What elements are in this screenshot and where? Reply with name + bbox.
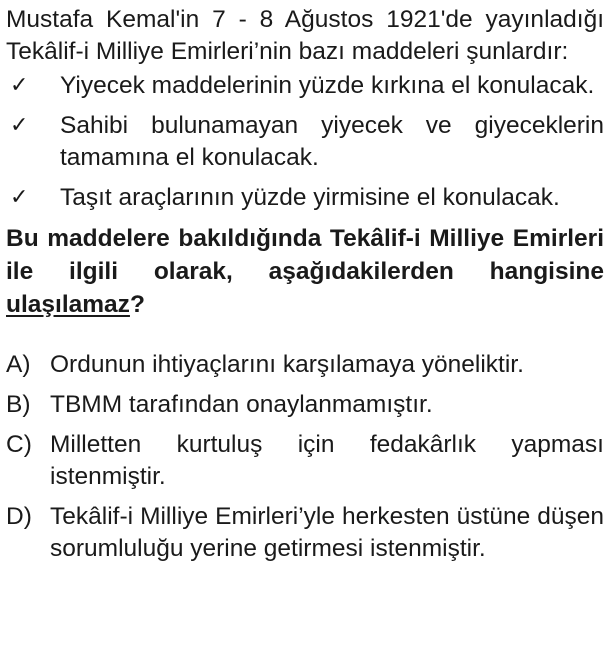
option-letter: D) [6, 503, 32, 530]
question-emphasis: ulaşılamaz [6, 291, 130, 318]
option-text: Ordunun ihtiyaçlarını karşılamaya yöneliktir. [50, 351, 524, 378]
decree-item-text: Taşıt araçlarının yüzde yirmisine el konulacak. [60, 184, 560, 211]
answer-option-b[interactable] [6, 389, 604, 421]
check-icon: ✓ [10, 73, 29, 98]
answer-option-a[interactable] [6, 349, 604, 381]
decree-item [6, 110, 604, 174]
question-stem [6, 222, 604, 321]
option-letter: A) [6, 351, 31, 378]
question-document [6, 4, 604, 573]
answer-option-d[interactable] [6, 501, 604, 565]
question-mark: ? [129, 291, 145, 318]
decree-item [6, 70, 604, 102]
check-icon: ✓ [10, 113, 29, 138]
option-text: Milletten kurtuluş için fedakârlık yapması istenmiştir. [50, 431, 604, 490]
decree-item-text: Sahibi bulunamayan yiyecek ve giyeceklerin tamamına el konulacak. [60, 112, 604, 171]
decree-item-text: Yiyecek maddelerinin yüzde kırkına el konulacak. [60, 72, 595, 99]
option-letter: B) [6, 391, 31, 418]
intro-paragraph: Mustafa Kemal'in 7 - 8 Ağustos 1921'de yayınladığı Tekâlif-i Milliye Emirleri’nin bazı maddeleri şunlardır: [6, 6, 604, 65]
answer-options [6, 349, 604, 565]
question-stem-text: Bu maddelere bakıldığında Tekâlif-i Milliye Emirleri ile ilgili olarak, aşağıdakilerden hangisine [6, 225, 604, 285]
option-text: TBMM tarafından onaylanmamıştır. [50, 391, 433, 418]
option-letter: C) [6, 431, 32, 458]
decree-item-list [6, 70, 604, 214]
answer-option-c[interactable] [6, 429, 604, 493]
decree-item [6, 182, 604, 214]
option-text: Tekâlif-i Milliye Emirleri’yle herkesten üstüne düşen sorumluluğu yerine getirmesi istenmiştir. [50, 503, 604, 562]
check-icon: ✓ [10, 185, 29, 210]
